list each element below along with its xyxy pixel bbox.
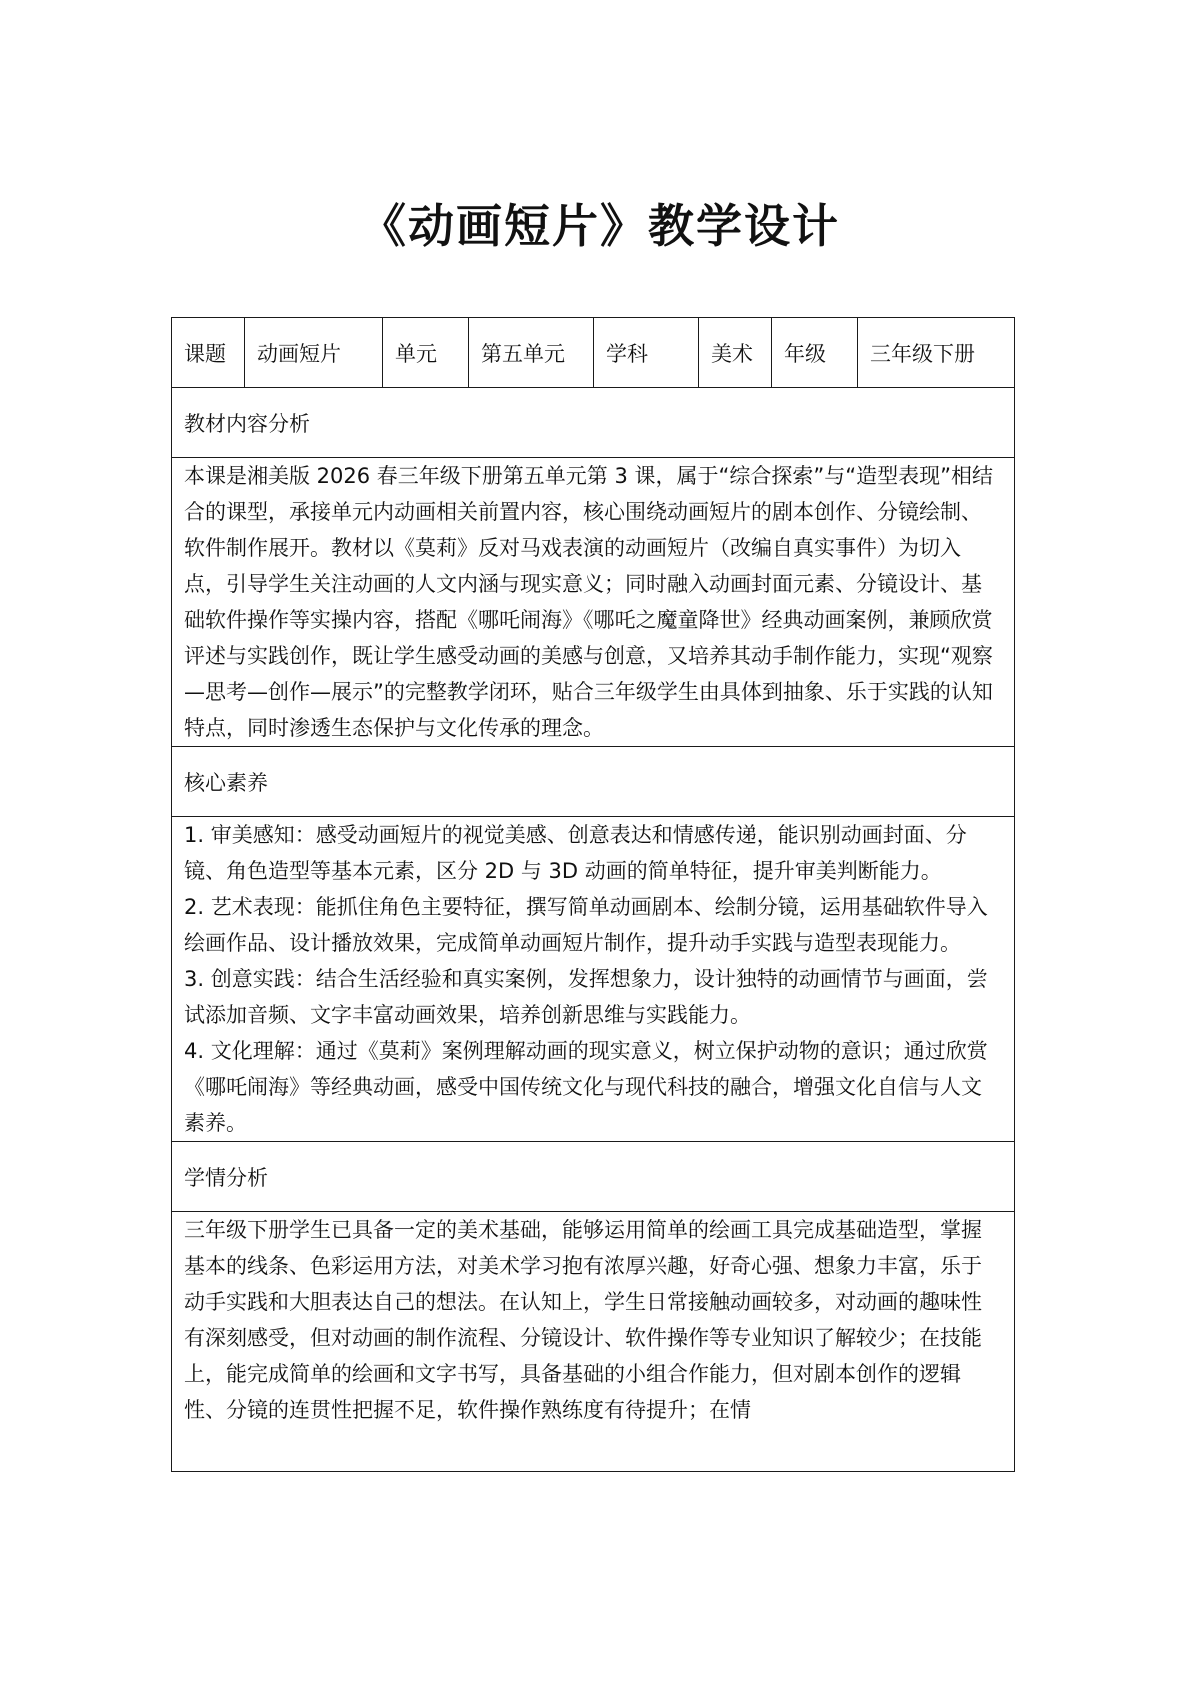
subject-value: 美术 [699, 318, 772, 388]
literacy-item: 4. 文化理解：通过《莫莉》案例理解动画的现实意义，树立保护动物的意识；通过欣赏《哪吒闹海》等经典动画，感受中国传统文化与现代科技的融合，增强文化自信与人文素养。 [184, 1039, 988, 1135]
literacy-heading: 核心素养 [172, 747, 1015, 817]
topic-label: 课题 [172, 318, 245, 388]
material-text: 本课是湘美版 2026 春三年级下册第五单元第 3 课，属于“综合探索”与“造型表现”相结合的课型，承接单元内动画相关前置内容，核心围绕动画短片的剧本创作、分镜绘制、软件制作展开。教材以《莫莉》反对马戏表演的动画短片（改编自真实事件）为切入点，引导学生关注动画的人文内涵与现实意义；同时融入动画封面元素、分镜设计、基础软件操作等实操内容，搭配《哪吒闹海》《哪吒之魔童降世》经典动画案例，兼顾欣赏评述与实践创作，既让学生感受动画的美感与创意，又培养其动手制作能力，实现“观察—思考—创作—展示”的完整教学闭环，贴合三年级学生由具体到抽象、乐于实践的认知特点，同时渗透生态保护与文化传承的理念。 [184, 464, 994, 740]
unit-value: 第五单元 [469, 318, 594, 388]
literacy-body-row [172, 817, 1015, 1142]
material-body-row [172, 458, 1015, 747]
grade-value: 三年级下册 [858, 318, 1015, 388]
literacy-heading-row [172, 747, 1015, 817]
literacy-item: 1. 审美感知：感受动画短片的视觉美感、创意表达和情感传递，能识别动画封面、分镜、角色造型等基本元素，区分 2D 与 3D 动画的简单特征，提升审美判断能力。 [184, 823, 967, 883]
subject-label: 学科 [594, 318, 699, 388]
unit-label: 单元 [383, 318, 469, 388]
meta-row [172, 318, 1015, 388]
learners-body-row [172, 1212, 1015, 1472]
learners-heading-row [172, 1142, 1015, 1212]
material-heading: 教材内容分析 [172, 388, 1015, 458]
grade-label: 年级 [772, 318, 858, 388]
literacy-item: 2. 艺术表现：能抓住角色主要特征，撰写简单动画剧本、绘制分镜，运用基础软件导入绘画作品、设计播放效果，完成简单动画短片制作，提升动手实践与造型表现能力。 [184, 895, 988, 955]
learners-text: 三年级下册学生已具备一定的美术基础，能够运用简单的绘画工具完成基础造型，掌握基本的线条、色彩运用方法，对美术学习抱有浓厚兴趣，好奇心强、想象力丰富，乐于动手实践和大胆表达自己的想法。在认知上，学生日常接触动画较多，对动画的趣味性有深刻感受，但对动画的制作流程、分镜设计、软件操作等专业知识了解较少；在技能上，能完成简单的绘画和文字书写，具备基础的小组合作能力，但对剧本创作的逻辑性、分镜的连贯性把握不足，软件操作熟练度有待提升；在情 [184, 1218, 982, 1422]
lesson-plan-table [171, 317, 1015, 1472]
literacy-item: 3. 创意实践：结合生活经验和真实案例，发挥想象力，设计独特的动画情节与画面，尝试添加音频、文字丰富动画效果，培养创新思维与实践能力。 [184, 967, 988, 1027]
material-heading-row [172, 388, 1015, 458]
learners-heading: 学情分析 [172, 1142, 1015, 1212]
topic-value: 动画短片 [245, 318, 383, 388]
page-title: 《动画短片》教学设计 [360, 199, 840, 253]
